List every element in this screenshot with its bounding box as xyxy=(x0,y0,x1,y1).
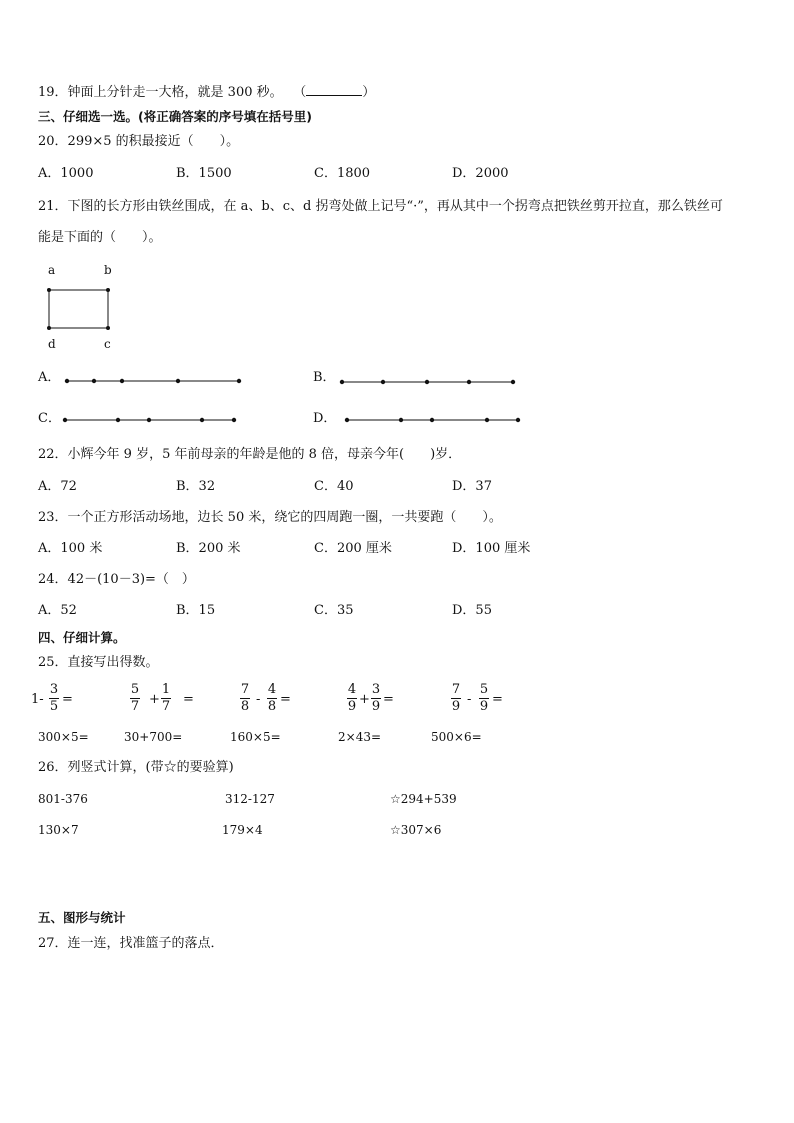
q21-option-a: A． xyxy=(38,370,61,385)
option-d-dot xyxy=(430,418,434,422)
option-a-dot xyxy=(65,379,69,383)
equals: = xyxy=(492,692,503,707)
q21-option-c: C． xyxy=(38,411,61,426)
fraction: 3 9 xyxy=(371,682,381,714)
q23-option-b: B．200 米 xyxy=(176,541,241,556)
q24-option-d: D．55 xyxy=(452,603,492,618)
option-a-dot xyxy=(120,379,124,383)
label-c: c xyxy=(104,337,111,351)
equals: = xyxy=(62,692,73,707)
fraction: 7 8 xyxy=(240,682,250,714)
option-d-dot xyxy=(399,418,403,422)
calc-item: 2×43= xyxy=(338,730,382,744)
q24-option-c: C．35 xyxy=(314,603,354,618)
q20-option-d: D．2000 xyxy=(452,166,509,181)
operator: - xyxy=(256,692,261,707)
label-b: b xyxy=(104,263,112,277)
option-a-dot xyxy=(92,379,96,383)
operator: + xyxy=(359,692,370,707)
fraction: 1 7 xyxy=(161,682,171,714)
option-b-dot xyxy=(425,380,429,384)
option-b-dot xyxy=(467,380,471,384)
wire-rectangle xyxy=(49,290,108,328)
calc-item: 500×6= xyxy=(431,730,482,744)
corner-dot-a xyxy=(47,288,51,292)
option-d-dot xyxy=(516,418,520,422)
q24-stem: 24．42－(10－3)=（ ） xyxy=(38,572,195,587)
label-a: a xyxy=(48,263,56,277)
q24-option-a: A．52 xyxy=(38,603,77,618)
vertical-calc-item: ☆307×6 xyxy=(390,823,442,837)
operator: - xyxy=(467,692,472,707)
fraction: 5 7 xyxy=(130,682,140,714)
option-b-dot xyxy=(381,380,385,384)
calc-item: 300×5= xyxy=(38,730,89,744)
option-a-dot xyxy=(176,379,180,383)
paren-close: ） xyxy=(362,85,376,100)
q21-stem-line2: 能是下面的（ ）。 xyxy=(38,230,162,245)
q24-option-b: B．15 xyxy=(176,603,216,618)
q23-option-a: A．100 米 xyxy=(38,541,103,556)
q21-stem-line1: 21．下图的长方形由铁丝围成，在 a、b、c、d 拐弯处做上记号“·”，再从其中一个拐弯点把铁丝剪开拉直，那么铁丝可 xyxy=(38,199,723,214)
q22-option-a: A．72 xyxy=(38,479,77,494)
section5-title: 五、图形与统计 xyxy=(38,910,126,925)
option-c-dot xyxy=(116,418,120,422)
option-a-dot xyxy=(237,379,241,383)
fraction: 3 5 xyxy=(49,682,59,714)
equals: = xyxy=(383,692,394,707)
option-b-dot xyxy=(511,380,515,384)
q20-option-b: B．1500 xyxy=(176,166,232,181)
q23-option-c: C．200 厘米 xyxy=(314,541,392,556)
vertical-calc-item: 801-376 xyxy=(38,792,88,806)
vertical-calc-item: 179×4 xyxy=(222,823,263,837)
calc-item: 30+700= xyxy=(124,730,183,744)
option-c-dot xyxy=(147,418,151,422)
option-d-dot xyxy=(345,418,349,422)
q20-option-a: A．1000 xyxy=(38,166,94,181)
label-d: d xyxy=(48,337,56,351)
q21-option-b: B． xyxy=(313,370,336,385)
section4-title: 四、仔细计算。 xyxy=(38,630,126,645)
option-b-dot xyxy=(340,380,344,384)
vertical-calc-item: ☆294+539 xyxy=(390,792,457,806)
fraction: 4 9 xyxy=(347,682,357,714)
section3-title: 三、仔细选一选。(将正确答案的序号填在括号里) xyxy=(38,109,312,124)
fraction: 4 8 xyxy=(267,682,277,714)
paren-open: （ xyxy=(293,85,307,100)
fraction: 7 9 xyxy=(451,682,461,714)
equals: = xyxy=(280,692,291,707)
q23-option-d: D．100 厘米 xyxy=(452,541,531,556)
q20-stem: 20．299×5 的积最接近（ ）。 xyxy=(38,134,240,149)
option-c-dot xyxy=(232,418,236,422)
q23-stem: 23．一个正方形活动场地，边长 50 米，绕它的四周跑一圈，一共要跑（ ）。 xyxy=(38,510,502,525)
q20-option-c: C．1800 xyxy=(314,166,371,181)
option-c-dot xyxy=(63,418,67,422)
fraction: 5 9 xyxy=(479,682,489,714)
calc-item: 160×5= xyxy=(230,730,281,744)
vertical-calc-item: 130×7 xyxy=(38,823,79,837)
q22-option-b: B．32 xyxy=(176,479,216,494)
q22-option-d: D．37 xyxy=(452,479,492,494)
corner-dot-b xyxy=(106,288,110,292)
option-d-dot xyxy=(485,418,489,422)
q27-stem: 27．连一连，找准篮子的落点． xyxy=(38,936,224,951)
q22-stem: 22．小辉今年 9 岁，5 年前母亲的年龄是他的 8 倍，母亲今年( )岁． xyxy=(38,447,462,462)
q22-option-c: C．40 xyxy=(314,479,354,494)
corner-dot-c xyxy=(106,326,110,330)
q26-stem: 26．列竖式计算，(带☆的要验算) xyxy=(38,760,234,775)
equals: = xyxy=(183,692,194,707)
q19-stem: 19．钟面上分针走一大格，就是 300 秒。 xyxy=(38,85,277,100)
option-c-dot xyxy=(200,418,204,422)
operator: + xyxy=(149,692,160,707)
vertical-calc-item: 312-127 xyxy=(225,792,275,806)
f1-lead: 1- xyxy=(31,692,44,707)
q21-option-d: D． xyxy=(313,411,337,426)
corner-dot-d xyxy=(47,326,51,330)
q25-stem: 25．直接写出得数。 xyxy=(38,655,159,670)
